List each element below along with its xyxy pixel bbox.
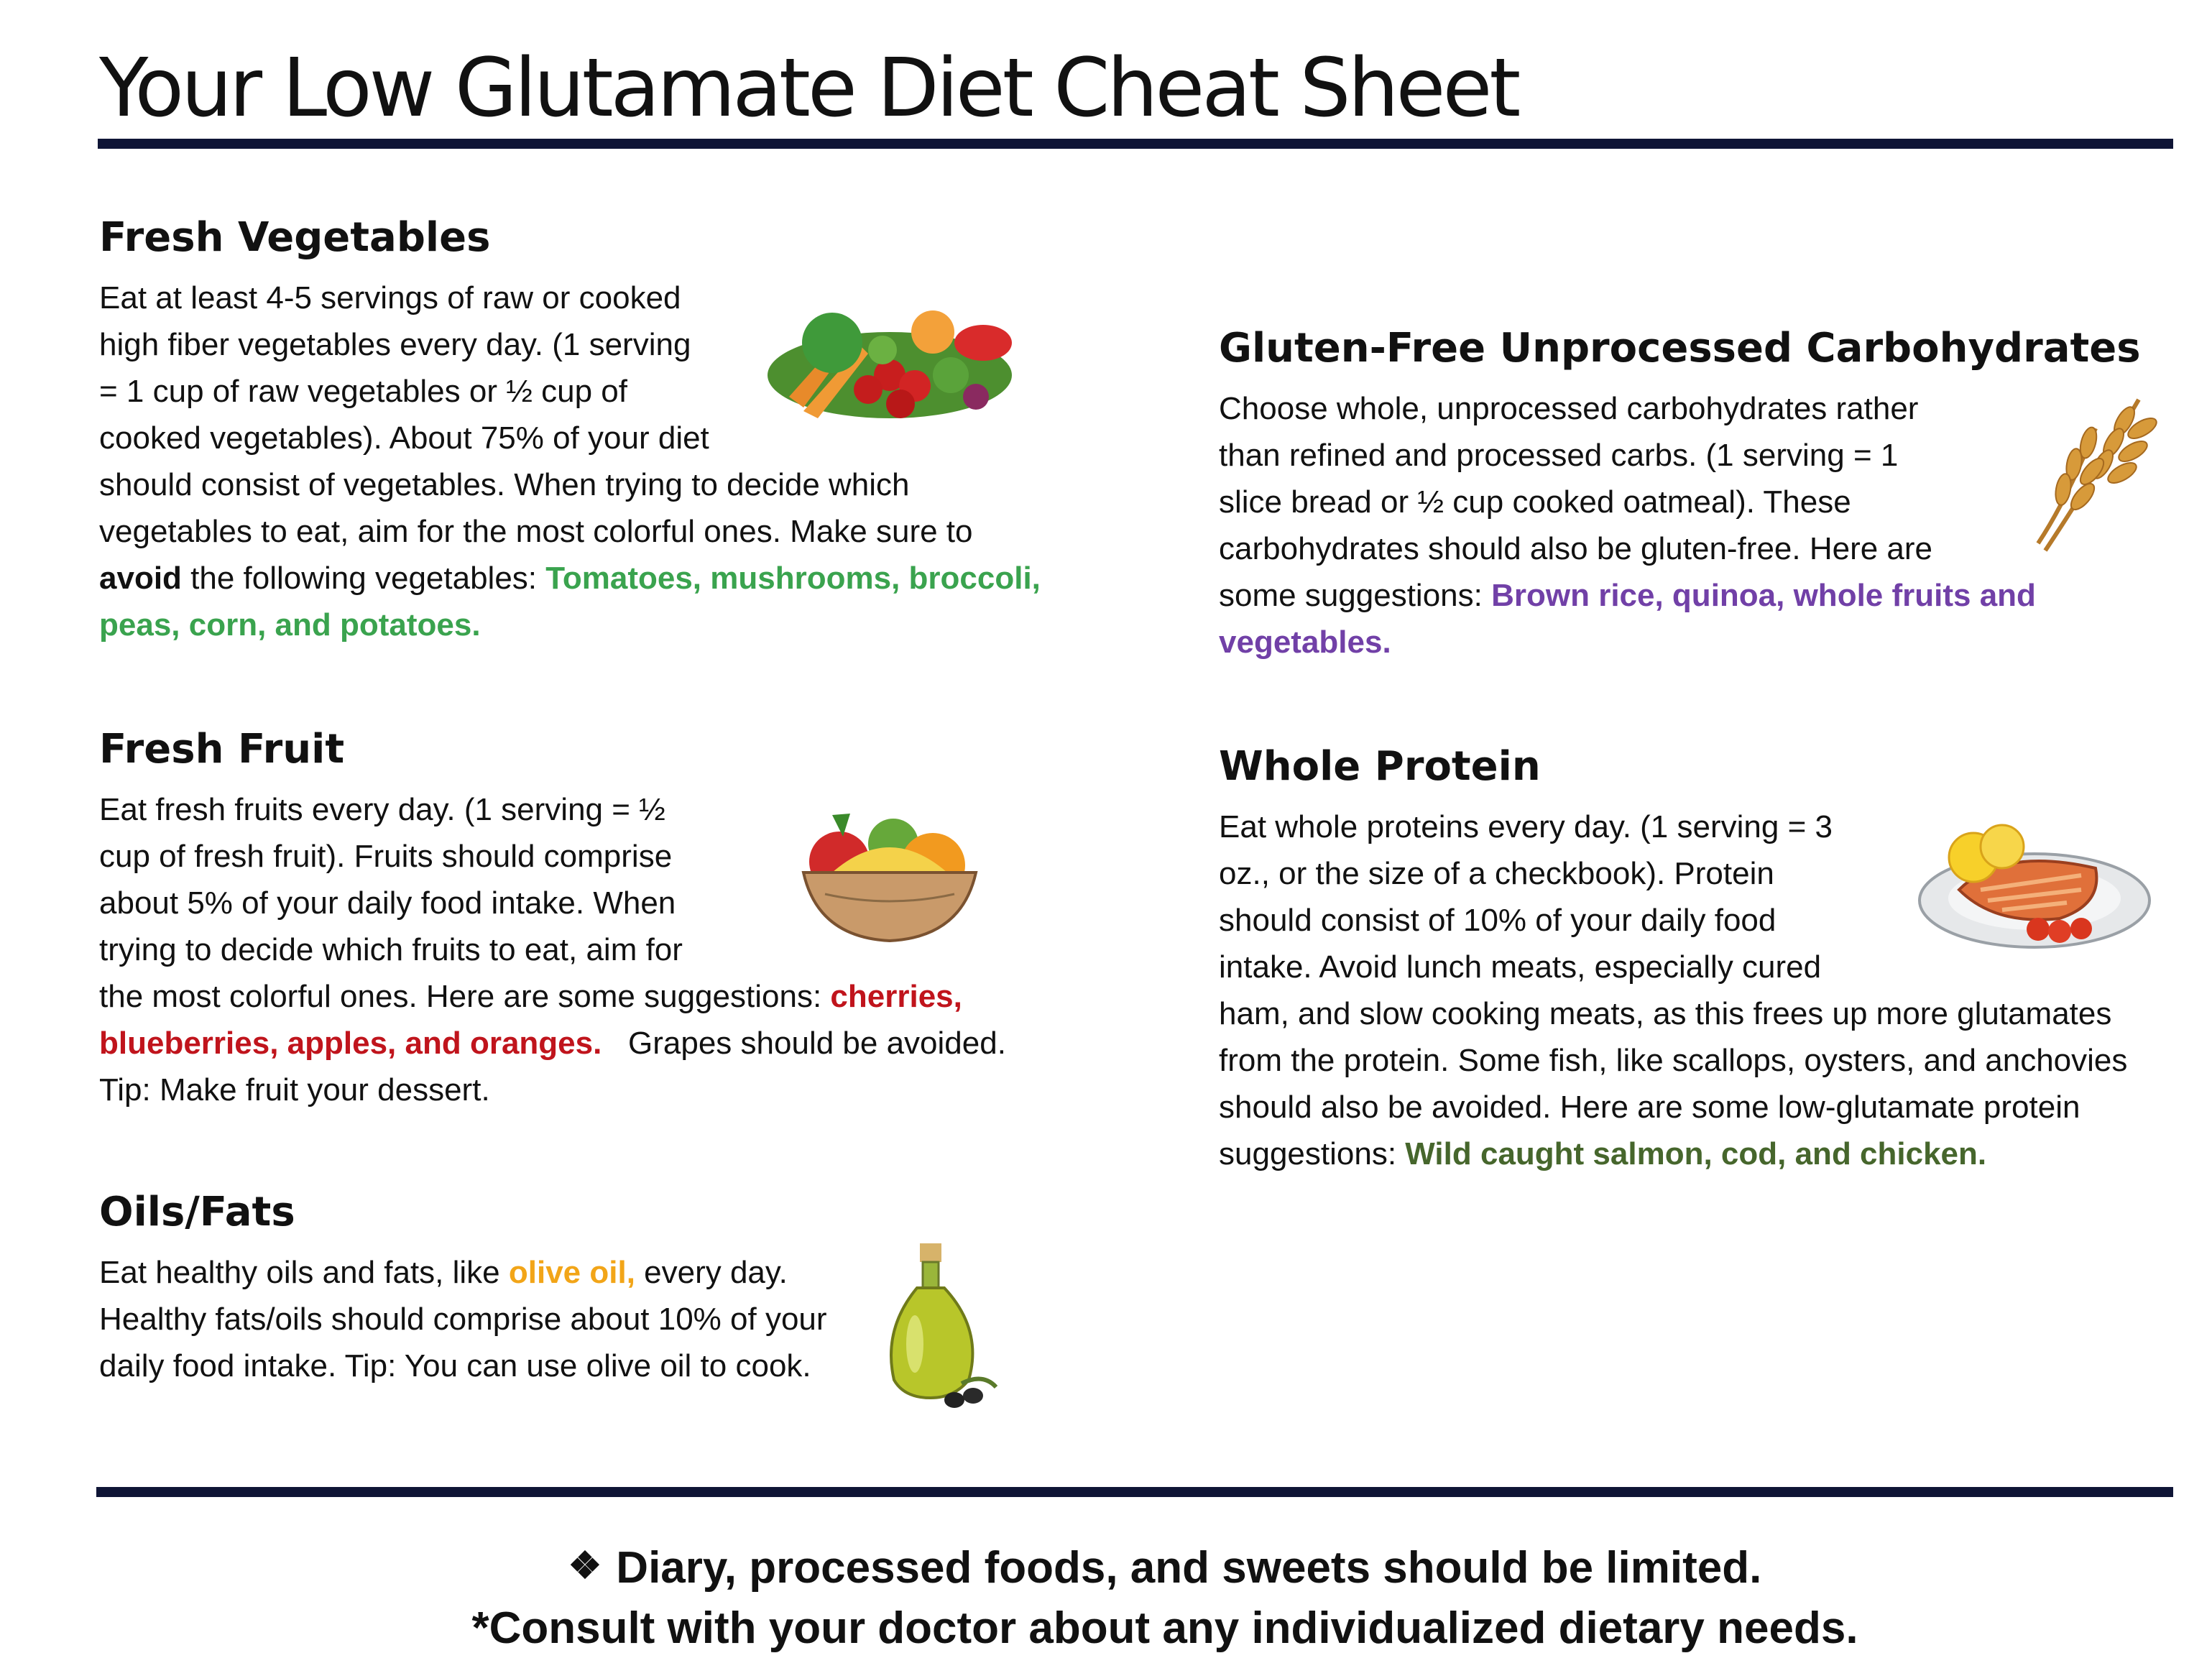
highlight-text: Brown rice, quinoa, whole fruits and vegetables. — [1219, 578, 2036, 660]
body-text: Eat whole proteins every day. (1 serving = 3 oz., or the size of a checkbook). Protein should consist of 10% of your daily food intake. Avoid lunch meats, especially cured ham, and slow cooking meats, as this frees up more glutamates from the protein. Some fish, like scallops, oysters, and anchovies should also be avoided. Here are some low-glutamate protein suggestions: — [1219, 809, 2128, 1171]
footer-note-consult: *Consult with your doctor about any individualized dietary needs. — [471, 1603, 1858, 1653]
body-text: the following vegetables: — [181, 561, 546, 596]
body-text: Eat healthy oils and fats, like — [99, 1255, 509, 1290]
header-divider — [98, 139, 2173, 149]
section-heading: Whole Protein — [1219, 743, 1541, 790]
highlight-text: Tomatoes, mushrooms, broccoli, peas, corn, and potatoes. — [99, 561, 1041, 643]
diamond-bullet-icon: ❖ — [568, 1545, 602, 1587]
highlight-text: cherries, blueberries, apples, and oranges. — [99, 979, 962, 1061]
wheat-icon — [2017, 385, 2167, 558]
section-fresh-vegetables — [99, 213, 1062, 648]
section-oils-fats — [99, 1187, 997, 1416]
section-fresh-fruit — [99, 724, 1048, 1113]
body-text: Choose whole, unprocessed carbohydrates rather than refined and processed carbs. (1 serving = 1 slice bread or ½ cup cooked oatmeal). These carbohydrates should also be gluten-free. Here are some suggestions: — [1219, 391, 1933, 613]
highlight-text: Wild caught salmon, cod, and chicken. — [1405, 1136, 1987, 1171]
vegetables-icon — [746, 289, 1033, 433]
fruit-bowl-icon — [789, 793, 990, 952]
section-heading: Fresh Vegetables — [99, 214, 491, 261]
section-whole-protein — [1219, 742, 2182, 1177]
olive-oil-icon — [883, 1243, 997, 1416]
highlight-text: olive oil, — [508, 1255, 635, 1290]
emphasis-text: avoid — [99, 561, 182, 596]
body-text: every day. Healthy fats/oils should comprise about 10% of your daily food intake. Tip: You can use olive oil to cook. — [99, 1255, 827, 1383]
section-heading: Gluten-Free Unprocessed Carbohydrates — [1219, 325, 2141, 372]
footer-note-limited — [59, 1544, 2212, 1593]
body-text: Eat fresh fruits every day. (1 serving = ½ cup of fresh fruit). Fruits should comprise about 5% of your daily food intake. When trying to decide which fruits to eat, aim for the most colorful ones. Here are some suggestions: — [99, 792, 831, 1014]
page-title: Your Low Glutamate Diet Cheat Sheet — [99, 42, 1519, 135]
body-text: Grapes should be avoided. Tip: Make fruit your dessert. — [99, 1026, 1015, 1108]
salmon-plate-icon — [1916, 818, 2153, 954]
section-heading: Fresh Fruit — [99, 726, 345, 773]
body-text: Eat at least 4-5 servings of raw or cooked high fiber vegetables every day. (1 serving = 1 cup of raw vegetables or ½ cup of cooked vegetables). About 75% of your diet should consist of vegetables. When trying to decide which vegetables to eat, aim for the most colorful ones. Make sure to — [99, 280, 973, 549]
footer-divider — [96, 1487, 2173, 1497]
section-carbohydrates — [1219, 323, 2167, 666]
footer-text: Diary, processed foods, and sweets should be limited. — [616, 1543, 1762, 1593]
section-body — [99, 1249, 997, 1389]
section-heading: Oils/Fats — [99, 1189, 295, 1235]
